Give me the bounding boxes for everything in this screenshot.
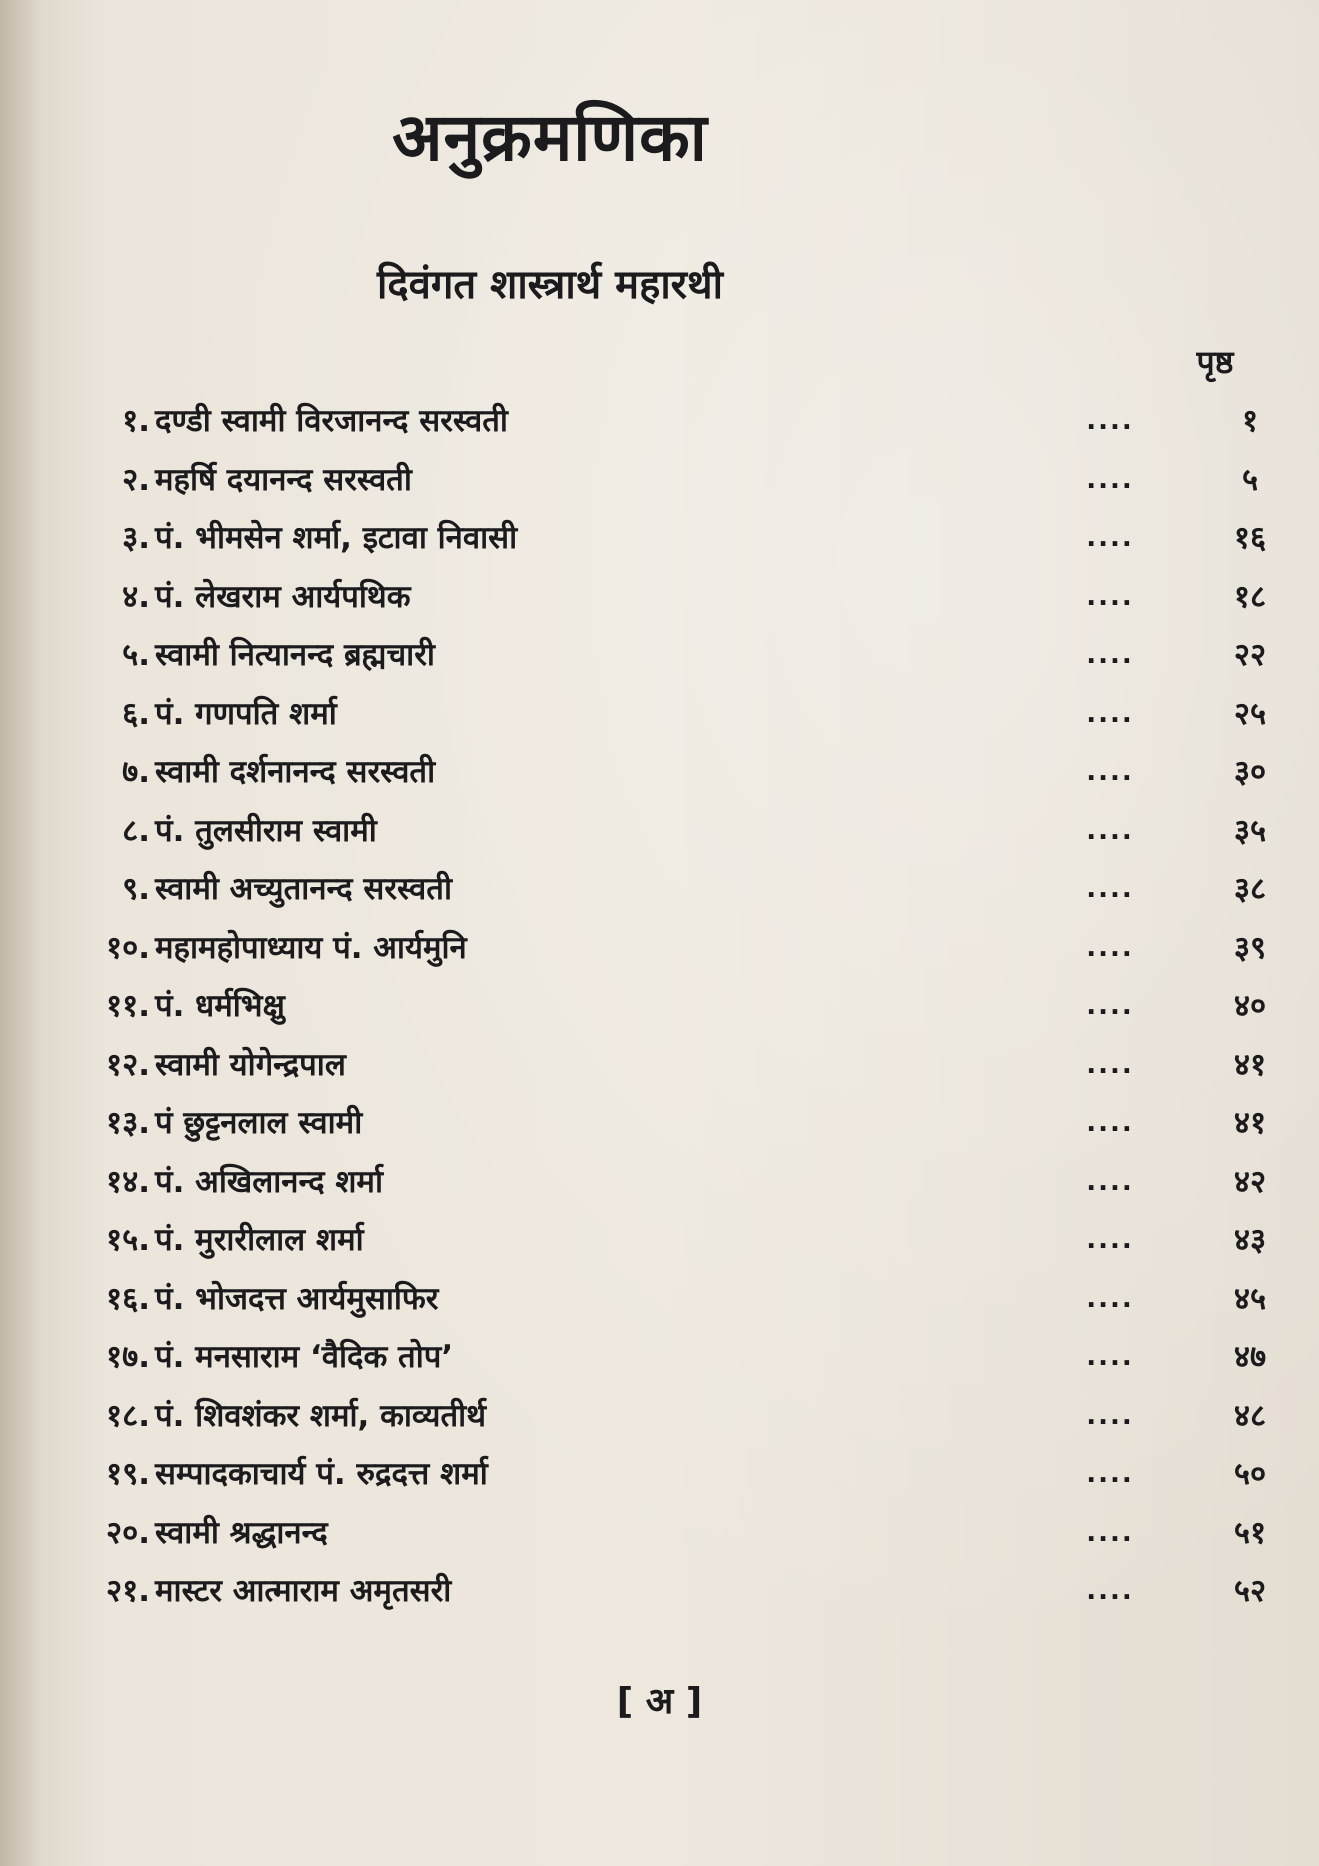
toc-entry-title: महामहोपाध्याय पं. आर्यमुनि xyxy=(155,929,467,966)
toc-entry xyxy=(50,1562,1267,1621)
toc-entry-title: स्वामी दर्शनानन्द सरस्वती xyxy=(155,754,436,790)
toc-entry-page: ४१ xyxy=(1233,1046,1267,1083)
toc-entry-title: पं. धर्मभिक्षु xyxy=(155,988,285,1024)
toc-entry xyxy=(50,860,1267,919)
toc-entry xyxy=(50,1328,1267,1387)
toc-entry-title: पं. तुलसीराम स्वामी xyxy=(155,812,377,849)
toc-entry-leader: .... xyxy=(1086,1283,1134,1314)
toc-entry xyxy=(50,509,1267,568)
toc-entry-title: सम्पादकाचार्य पं. रुद्रदत्त शर्मा xyxy=(155,1456,488,1492)
toc-entry-page: ३० xyxy=(1233,754,1267,790)
toc-entry-number: १९. xyxy=(105,1456,150,1492)
toc-entry-title: मास्टर आत्माराम अमृतसरी xyxy=(155,1573,452,1609)
toc-entry-number: ७. xyxy=(122,754,150,790)
toc-entry-title: पं. मुरारीलाल शर्मा xyxy=(155,1222,364,1258)
toc-entry-number: १४. xyxy=(105,1163,150,1200)
toc-entry-number: ३. xyxy=(122,520,150,556)
toc-entry-title: स्वामी अच्युतानन्द सरस्वती xyxy=(155,871,452,907)
toc-entry-number: ५. xyxy=(122,637,150,673)
toc-entry-page: ३८ xyxy=(1233,871,1267,907)
toc-entry-number: ४. xyxy=(122,578,150,615)
toc-entry xyxy=(50,1445,1267,1504)
toc-entry-title: महर्षि दयानन्द सरस्वती xyxy=(155,461,412,498)
toc-entry-leader: .... xyxy=(1086,874,1134,904)
page-title: अनुक्रमणिका xyxy=(392,99,708,176)
toc-entry-leader: .... xyxy=(1086,1517,1134,1548)
toc-entry-leader: .... xyxy=(1086,1166,1134,1197)
toc-entry-page: ४८ xyxy=(1233,1397,1267,1434)
toc-entry-number: १५. xyxy=(105,1222,150,1258)
toc-entry-leader: .... xyxy=(1086,464,1134,495)
toc-entry-page: १८ xyxy=(1233,578,1267,615)
toc-entry-page: ४५ xyxy=(1233,1280,1267,1317)
toc-entry-title: दण्डी स्वामी विरजानन्द सरस्वती xyxy=(155,403,508,439)
toc-entry-title: पं. मनसाराम ‘वैदिक तोप’ xyxy=(155,1339,454,1375)
toc-entry xyxy=(50,1036,1267,1095)
toc-entry-page: १६ xyxy=(1233,520,1267,556)
toc-entry-number: १६. xyxy=(105,1280,150,1317)
toc-entry-leader: .... xyxy=(1086,1400,1134,1431)
toc-entry-leader: .... xyxy=(1086,406,1134,436)
toc-entry xyxy=(50,568,1267,627)
toc-entry-leader: .... xyxy=(1086,523,1134,553)
toc-entry xyxy=(50,919,1267,978)
toc-entry-leader: .... xyxy=(1086,1576,1134,1606)
toc-entry-leader: .... xyxy=(1086,932,1134,963)
toc-entry xyxy=(50,1387,1267,1446)
toc-entry-title: पं छुट्टनलाल स्वामी xyxy=(155,1105,363,1141)
toc-entry-number: २०. xyxy=(105,1514,150,1551)
table-of-contents xyxy=(50,392,1267,1621)
page-footer-marker: [ अ ] xyxy=(616,1681,703,1722)
toc-entry-number: २१. xyxy=(105,1573,150,1609)
toc-entry-page: ३५ xyxy=(1233,812,1267,849)
toc-entry xyxy=(50,1153,1267,1212)
toc-entry-number: १२. xyxy=(105,1046,150,1083)
toc-entry-page: १ xyxy=(1241,403,1259,439)
toc-entry-leader: .... xyxy=(1086,991,1134,1021)
toc-entry-number: १८. xyxy=(105,1397,150,1434)
toc-entry-leader: .... xyxy=(1086,1049,1134,1080)
toc-entry xyxy=(50,392,1260,451)
toc-entry-title: स्वामी योगेन्द्रपाल xyxy=(155,1046,346,1083)
toc-entry-page: ४२ xyxy=(1233,1163,1267,1200)
toc-entry-number: १७. xyxy=(105,1339,150,1375)
toc-entry xyxy=(50,1094,1267,1153)
toc-entry-page: ४१ xyxy=(1233,1105,1267,1141)
toc-entry-page: ५ xyxy=(1241,461,1259,498)
toc-entry xyxy=(50,802,1267,861)
toc-entry-page: २५ xyxy=(1233,695,1267,732)
toc-entry-number: ११. xyxy=(105,988,150,1024)
toc-entry-leader: .... xyxy=(1086,640,1134,670)
section-subtitle: दिवंगत शास्त्रार्थ महारथी xyxy=(377,262,723,308)
toc-entry-leader: .... xyxy=(1086,1459,1134,1489)
toc-entry-title: स्वामी नित्यानन्द ब्रह्मचारी xyxy=(155,637,435,673)
toc-entry-leader: .... xyxy=(1086,1108,1134,1138)
toc-entry-number: १०. xyxy=(105,929,150,966)
toc-entry-number: १३. xyxy=(105,1105,150,1141)
toc-entry xyxy=(50,1270,1267,1329)
toc-entry-leader: .... xyxy=(1086,581,1134,612)
toc-entry-page: ५२ xyxy=(1233,1573,1267,1609)
toc-entry-number: १. xyxy=(122,403,150,439)
toc-entry-title: पं. भोजदत्त आर्यमुसाफिर xyxy=(155,1280,439,1317)
toc-entry-leader: .... xyxy=(1086,757,1134,787)
toc-entry-title: पं. लेखराम आर्यपथिक xyxy=(155,578,411,615)
toc-entry-leader: .... xyxy=(1086,1225,1134,1255)
toc-entry-page: ५१ xyxy=(1233,1514,1267,1551)
toc-entry-title: पं. शिवशंकर शर्मा, काव्यतीर्थ xyxy=(155,1397,487,1434)
toc-entry-title: पं. गणपति शर्मा xyxy=(155,695,337,732)
toc-entry xyxy=(50,451,1260,510)
toc-entry xyxy=(50,977,1267,1036)
toc-entry-number: ९. xyxy=(122,871,150,907)
toc-entry xyxy=(50,685,1267,744)
page-column-header: पृष्ठ xyxy=(1196,343,1234,381)
toc-entry-number: ८. xyxy=(122,812,150,849)
toc-entry-page: ४३ xyxy=(1233,1222,1267,1258)
toc-entry-page: ४७ xyxy=(1233,1339,1267,1375)
toc-entry-leader: .... xyxy=(1086,1342,1134,1372)
toc-entry-page: ५० xyxy=(1233,1456,1267,1492)
toc-entry-page: २२ xyxy=(1233,637,1267,673)
toc-entry-page: ४० xyxy=(1233,988,1267,1024)
toc-entry-number: २. xyxy=(122,461,150,498)
toc-entry-title: स्वामी श्रद्धानन्द xyxy=(155,1514,328,1551)
toc-entry xyxy=(50,1211,1267,1270)
toc-entry-title: पं. भीमसेन शर्मा, इटावा निवासी xyxy=(155,520,518,556)
toc-entry-number: ६. xyxy=(122,695,150,732)
toc-entry xyxy=(50,1504,1267,1563)
toc-entry-title: पं. अखिलानन्द शर्मा xyxy=(155,1163,383,1200)
toc-entry-leader: .... xyxy=(1086,698,1134,729)
toc-entry-page: ३९ xyxy=(1233,929,1267,966)
toc-entry xyxy=(50,626,1267,685)
toc-entry xyxy=(50,743,1267,802)
toc-entry-leader: .... xyxy=(1086,815,1134,846)
